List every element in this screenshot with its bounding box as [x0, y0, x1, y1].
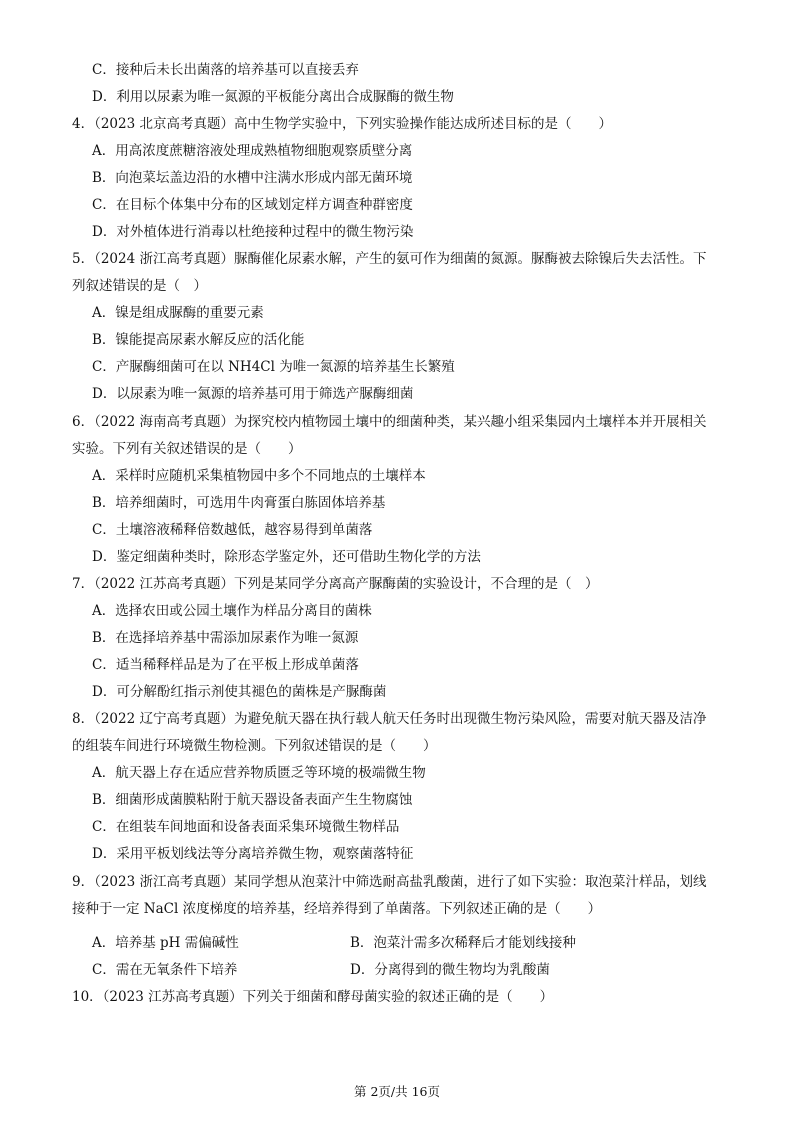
option-line: D．可分解酚红指示剂使其褪色的菌株是产脲酶菌: [92, 684, 387, 700]
option-line: C．接种后未长出菌落的培养基可以直接丢弃: [92, 62, 359, 78]
question-line: 6．（2022 海南高考真题）为探究校内植物园土壤中的细菌种类，某兴趣小组采集园内土壤样本并开展相关: [72, 414, 707, 430]
option-line: A．航天器上存在适应营养物质匮乏等环境的极端微生物: [92, 765, 426, 781]
question-line: 实验。下列有关叙述错误的是（ ）: [72, 441, 302, 457]
question-line: 8．（2022 辽宁高考真题）为避免航天器在执行载人航天任务时出现微生物污染风险，需要对航天器及洁净: [72, 711, 707, 727]
option-line: D．鉴定细菌种类时，除形态学鉴定外，还可借助生物化学的方法: [92, 549, 481, 565]
option-line: C．适当稀释样品是为了在平板上形成单菌落: [92, 657, 359, 673]
option-line: B．培养细菌时，可选用牛肉膏蛋白胨固体培养基: [92, 495, 386, 511]
option-line: A．用高浓度蔗糖溶液处理成熟植物细胞观察质壁分离: [92, 143, 413, 159]
q9-option-b: B．泡菜汁需多次稀释后才能划线接种: [350, 935, 576, 951]
q9-option-d: D．分离得到的微生物均为乳酸菌: [350, 962, 550, 978]
question-line: 4．（2023 北京高考真题）高中生物学实验中，下列实验操作能达成所述目标的是（ ）: [72, 116, 612, 132]
option-line: B．在选择培养基中需添加尿素作为唯一氮源: [92, 630, 359, 646]
option-line: D．采用平板划线法等分离培养微生物，观察菌落特征: [92, 846, 414, 862]
option-line: C．产脲酶细菌可在以 NH4Cl 为唯一氮源的培养基生长繁殖: [92, 359, 455, 375]
option-line: B．镍能提高尿素水解反应的活化能: [92, 332, 305, 348]
option-line: B．向泡菜坛盖边沿的水槽中注满水形成内部无菌环境: [92, 170, 413, 186]
option-line: D．以尿素为唯一氮源的培养基可用于筛选产脲酶细菌: [92, 386, 414, 402]
question-10: 10．（2023 江苏高考真题）下列关于细菌和酵母菌实验的叙述正确的是（ ）: [72, 989, 554, 1005]
option-line: B．细菌形成菌膜粘附于航天器设备表面产生生物腐蚀: [92, 792, 413, 808]
option-line: D．利用以尿素为唯一氮源的平板能分离出合成脲酶的微生物: [92, 89, 454, 105]
question-line: 9．（2023 浙江高考真题）某同学想从泡菜汁中筛选耐高盐乳酸菌，进行了如下实验：取泡菜汁样品，划线: [72, 874, 707, 890]
option-line: A．采样时应随机采集植物园中多个不同地点的土壤样本: [92, 468, 426, 484]
option-line: C．在组装车间地面和设备表面采集环境微生物样品: [92, 819, 400, 835]
option-line: D．对外植体进行消毒以杜绝接种过程中的微生物污染: [92, 224, 414, 240]
option-line: A．镍是组成脲酶的重要元素: [92, 305, 264, 321]
question-line: 的组装车间进行环境微生物检测。下列叙述错误的是（ ）: [72, 738, 437, 754]
q9-option-a: A．培养基 pH 需偏碱性: [92, 935, 239, 951]
q9-option-c: C．需在无氧条件下培养: [92, 962, 238, 978]
question-line: 接种于一定 NaCl 浓度梯度的培养基，经培养得到了单菌落。下列叙述正确的是（ ）: [72, 901, 602, 917]
question-line: 7．（2022 江苏高考真题）下列是某同学分离高产脲酶菌的实验设计，不合理的是（ ）: [72, 576, 599, 592]
option-line: A．选择农田或公园土壤作为样品分离目的菌株: [92, 603, 372, 619]
option-line: C．在目标个体集中分布的区域划定样方调查种群密度: [92, 197, 413, 213]
question-line: 5．（2024 浙江高考真题）脲酶催化尿素水解，产生的氨可作为细菌的氮源。脲酶被去除镍后失去活性。下: [72, 251, 707, 267]
page-footer: 第 2页/共 16页: [353, 1084, 441, 1099]
option-line: C．土壤溶液稀释倍数越低，越容易得到单菌落: [92, 522, 373, 538]
question-line: 列叙述错误的是（ ）: [72, 278, 207, 294]
